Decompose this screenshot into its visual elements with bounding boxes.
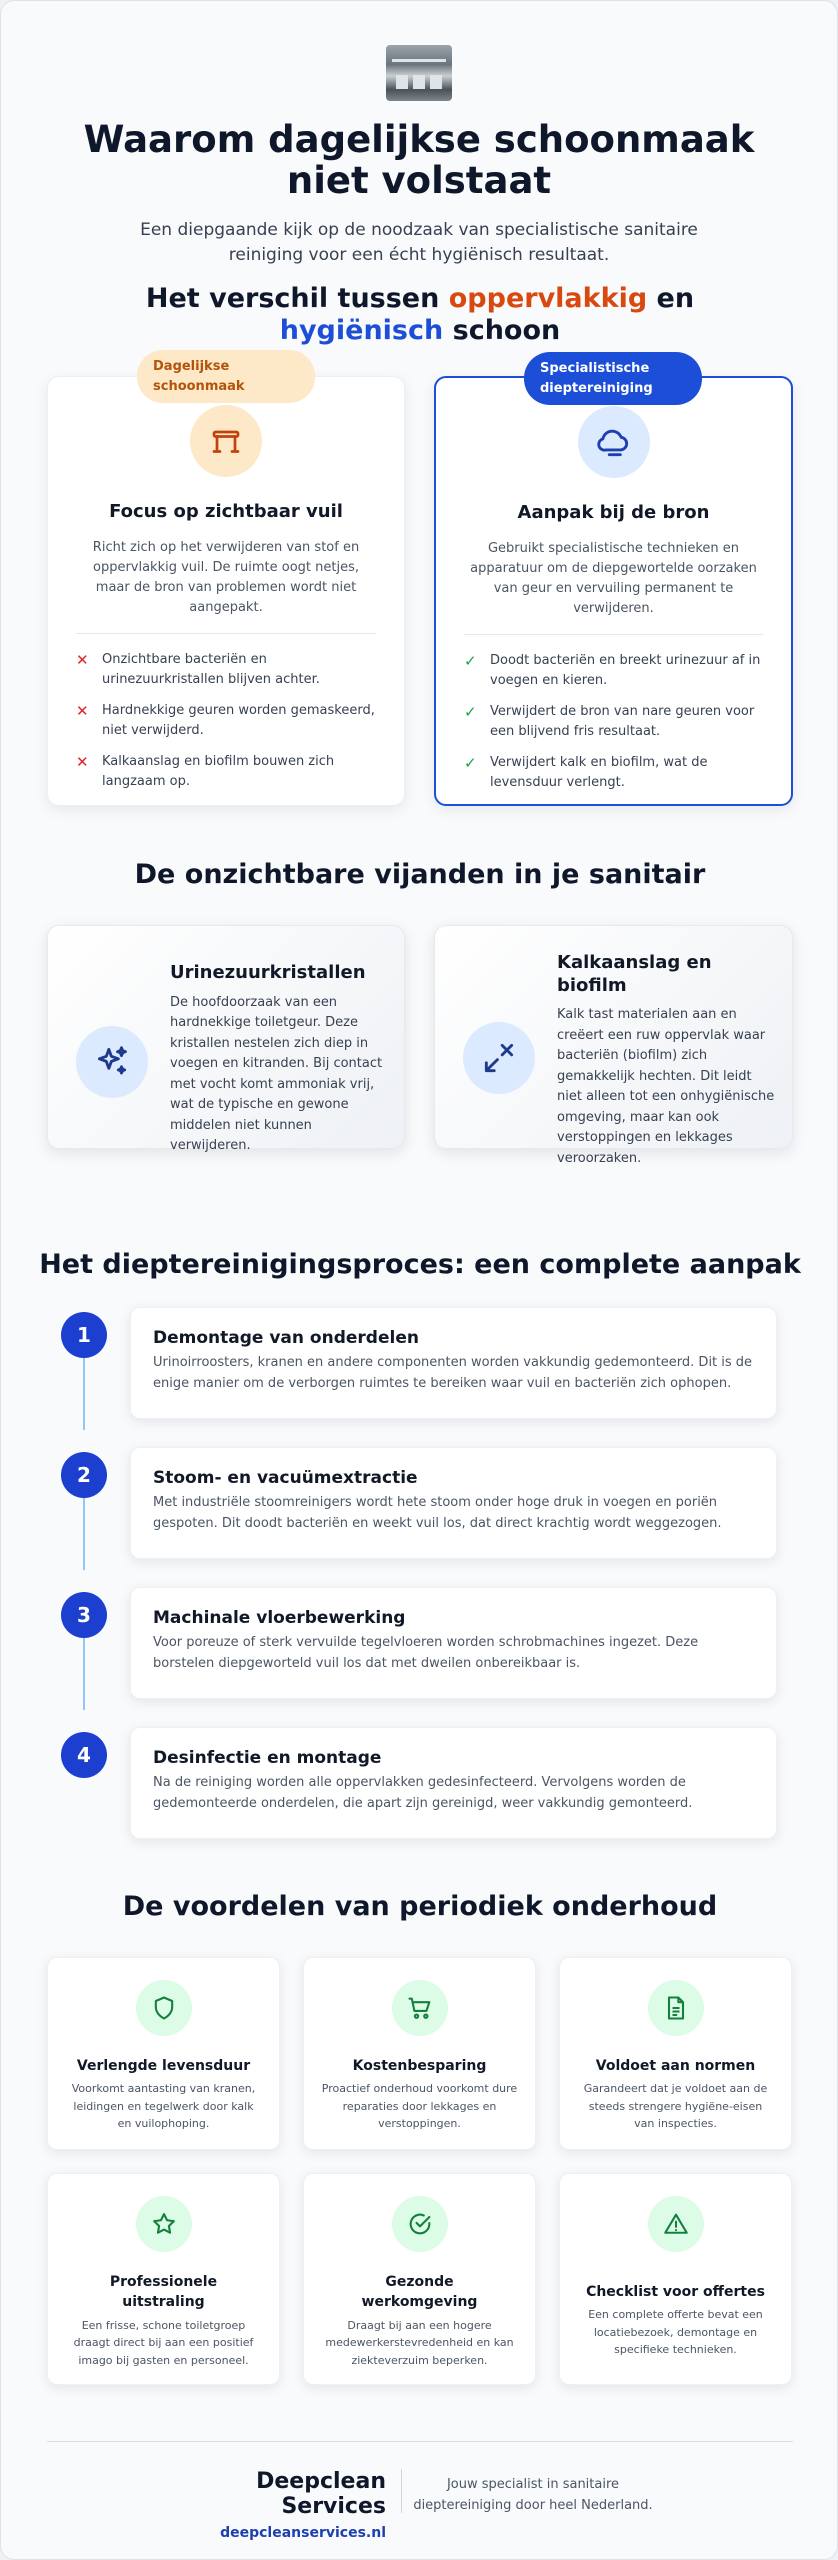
hero-image [386,45,452,101]
cart-icon [392,1980,448,2036]
benefit-text: Een complete offerte bevat een locatiebezoek, demontage en specifieke technieken. [588,2308,763,2357]
document-icon [648,1980,704,2036]
step-heading: Machinale vloerbewerking [153,1608,406,1628]
daily-cleaning-badge: Dagelijkse schoonmaak [137,350,315,403]
list-item: ✓ Verwijdert de bron van nare geuren voor een blijvend fris resultaat. [464,702,763,742]
enemy-heading: Kalkaanslag en biofilm [557,952,712,996]
enemies-title: De onzichtbare vijanden in je sanitair [134,859,706,890]
timeline-connector [83,1638,85,1710]
step-card [130,1447,777,1559]
timeline-connector [83,1358,85,1430]
right-card-description: Gebruikt specialistische technieken en apparatuur om de diepgewortelde oorzaken van geur en vervuiling permanent te verwijderen. [470,541,757,617]
cross-icon: ✕ [76,650,89,669]
deep-cleaning-card [434,376,793,806]
check-icon: ✓ [464,651,477,670]
cloud-icon [578,406,650,478]
star-icon [136,2196,192,2252]
page-title: Waarom dagelijkse schoonmaak niet volstaat [83,118,755,203]
enemy-text: Kalk tast materialen aan en creëert een ruw oppervlak waar bacteriën (biofilm) zich gemakkelijk hechten. Dit leidt niet alleen tot een onhygiënische omgeving, maar kan ook verstoppingen en lekkages veroorzaken. [557,1007,775,1166]
step-number: 3 [61,1592,107,1638]
step-number: 4 [61,1732,107,1778]
brand-url[interactable]: deepcleanservices.nl [220,2525,386,2541]
benefit-heading: Kostenbesparing [352,2058,487,2074]
list-item: ✓ Verwijdert kalk en biofilm, wat de levensduur verlengt. [464,753,763,793]
benefit-text: Voorkomt aantasting van kranen, leidingen en tegelwerk door kalk en vuilophoping. [71,2082,256,2131]
check-circle-icon [392,2196,448,2252]
list-item: ✕ Onzichtbare bacteriën en urinezuurkristallen blijven achter. [76,650,376,690]
daily-cleaning-card [47,376,405,806]
left-card-bullets [76,650,376,793]
page-subtitle: Een diepgaande kijk op de noodzaak van specialistische sanitaire reiniging voor een écht hygiënisch resultaat. [140,219,698,265]
deep-cleaning-badge: Specialistische dieptereiniging [524,352,702,405]
step-text: Met industriële stoomreinigers wordt hete stoom onder hoge druk in voegen en poriën gespoten. Dit doodt bacteriën en weekt vuil los, dat direct krachtig wordt weggezogen. [153,1495,722,1531]
list-item: ✓ Doodt bacteriën en breekt urinezuur af in voegen en kieren. [464,651,763,691]
benefit-card [559,1957,792,2150]
benefit-text: Garandeert dat je voldoet aan de steeds strengere hygiëne-eisen van inspecties. [583,2082,768,2131]
process-title: Het dieptereinigingsproces: een complete aanpak [39,1249,801,1280]
benefit-heading: Gezonde werkomgeving [361,2274,478,2311]
left-card-heading: Focus op zichtbaar vuil [109,501,343,522]
left-card-description: Richt zich op het verwijderen van stof en oppervlakkig vuil. De ruimte oogt netjes, maar de bron van problemen wordt niet aangepakt. [92,540,360,616]
compare-title: Het verschil tussen oppervlakkig en hygiënisch schoon [145,283,695,347]
step-number: 1 [61,1312,107,1358]
benefit-text: Een frisse, schone toiletgroep draagt direct bij aan een positief imago bij gasten en personeel. [73,2318,254,2367]
benefit-heading: Voldoet aan normen [595,2058,756,2074]
enemy-card-urine [47,925,405,1154]
cross-icon: ✕ [76,701,89,720]
table-icon [190,405,262,477]
step-text: Voor poreuze of sterk vervuilde tegelvloeren worden schrobmachines ingezet. Deze borstelen diepgeworteld vuil los dat met dweilen onbereikbaar is. [153,1635,699,1671]
step-text: Urinoirroosters, kranen en andere componenten worden vakkundig gedemonteerd. Dit is de enige manier om de verborgen ruimtes te bereiken waar vuil en bacteriën zich ophopen. [153,1355,753,1391]
footer-divider [47,2441,793,2442]
benefit-heading: Verlengde levensduur [76,2058,251,2074]
enemy-text: De hoofdoorzaak van een hardnekkige toiletgeur. Deze kristallen nestelen zich diep in voegen en kitranden. Bij contact met vocht komt ammoniak vrij, wat de typische en gewone middelen niet kunnen verwijderen. [170,994,383,1154]
step-heading: Desinfectie en montage [153,1748,382,1768]
footer-tagline: Jouw specialist in sanitaire dieptereiniging door heel Nederland. [413,2477,653,2513]
shield-icon [136,1980,192,2036]
list-item: ✕ Hardnekkige geuren worden gemaskeerd, niet verwijderd. [76,701,376,741]
right-card-heading: Aanpak bij de bron [517,502,710,523]
step-heading: Demontage van onderdelen [153,1328,419,1348]
brand-name: Deepclean Services [256,2469,386,2519]
warning-icon [648,2196,704,2252]
timeline-connector [83,1498,85,1570]
enemy-card-limescale [434,925,793,1166]
step-card [130,1587,777,1699]
benefit-card [559,2173,792,2385]
benefit-heading: Professionele uitstraling [109,2274,218,2311]
right-card-bullets [464,651,763,794]
benefit-heading: Checklist voor offertes [586,2284,765,2300]
benefit-text: Draagt bij aan een hogere medewerkerstevredenheid en kan ziekteverzuim beperken. [325,2318,514,2367]
benefit-text: Proactief onderhoud voorkomt dure reparaties door lekkages en verstoppingen. [321,2082,518,2131]
benefits-title: De voordelen van periodiek onderhoud [122,1891,718,1922]
arrows-icon [463,1022,535,1094]
check-icon: ✓ [464,702,477,721]
benefit-card [47,1957,280,2150]
benefit-card [303,1957,536,2150]
benefit-card [47,2173,280,2385]
step-card [130,1307,777,1419]
check-icon: ✓ [464,754,477,773]
sparkles-icon [76,1026,148,1098]
footer-brand [151,2469,386,2541]
list-item: ✕ Kalkaanslag en biofilm bouwen zich langzaam op. [76,752,376,792]
hero-section [1,1,837,267]
benefit-card [303,2173,536,2385]
cross-icon: ✕ [76,753,89,772]
step-text: Na de reiniging worden alle oppervlakken gedesinfecteerd. Vervolgens worden de gedemonteerde onderdelen, die apart zijn gereinigd, weer vakkundig gemonteerd. [153,1775,693,1811]
step-card [130,1727,777,1839]
step-number: 2 [61,1452,107,1498]
step-heading: Stoom- en vacuümextractie [153,1468,418,1488]
enemy-heading: Urinezuurkristallen [170,962,366,983]
footer-separator [401,2469,402,2513]
